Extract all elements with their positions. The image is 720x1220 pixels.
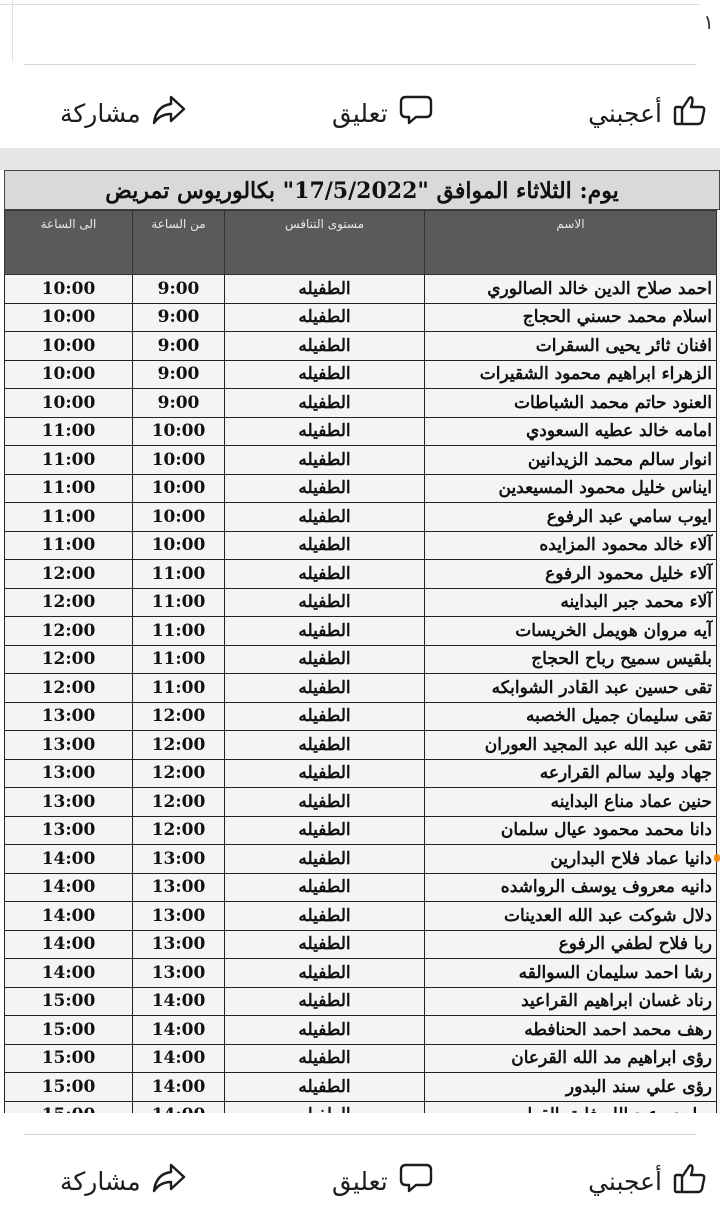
from-time-cell: 13:00: [133, 845, 225, 874]
level-cell: الطفيله: [225, 417, 425, 446]
from-time-cell: 10:00: [133, 474, 225, 503]
level-cell: الطفيله: [225, 474, 425, 503]
to-time-cell: 13:00: [5, 702, 133, 731]
level-cell: الطفيله: [225, 702, 425, 731]
from-time-cell: 10:00: [133, 417, 225, 446]
student-name-cell: رهف محمد احمد الحنافطه: [425, 1016, 717, 1045]
level-cell: الطفيله: [225, 674, 425, 703]
student-name-cell: آيه مروان هويمل الخريسات: [425, 617, 717, 646]
comment-label: تعليق: [332, 98, 388, 128]
to-time-cell: 15:00: [5, 987, 133, 1016]
like-button-bottom[interactable]: [588, 1160, 708, 1202]
table-row: [5, 417, 717, 446]
table-row: [5, 332, 717, 361]
level-cell: الطفيله: [225, 645, 425, 674]
from-time-cell: 10:00: [133, 503, 225, 532]
to-time-cell: 12:00: [5, 617, 133, 646]
from-time-cell: 13:00: [133, 930, 225, 959]
to-time-cell: 14:00: [5, 959, 133, 988]
share-label: مشاركة: [60, 98, 141, 128]
to-time-cell: 15:00: [5, 1044, 133, 1073]
level-cell: الطفيله: [225, 617, 425, 646]
student-name-cell: رناد غسان ابراهيم القراعيد: [425, 987, 717, 1016]
to-time-cell: 11:00: [5, 503, 133, 532]
from-time-cell: 9:00: [133, 332, 225, 361]
student-name-cell: تقى عبد الله عبد المجيد العوران: [425, 731, 717, 760]
level-cell: الطفيله: [225, 873, 425, 902]
level-cell: الطفيله: [225, 560, 425, 589]
table-row: [5, 987, 717, 1016]
top-action-bar: [0, 66, 720, 150]
to-time-cell: 13:00: [5, 759, 133, 788]
student-name-cell: بلقيس سميح رباح الحجاج: [425, 645, 717, 674]
table-row: [5, 389, 717, 418]
level-cell: الطفيله: [225, 389, 425, 418]
table-header-row: [5, 211, 717, 275]
like-icon: [672, 92, 708, 134]
level-cell: الطفيله: [225, 275, 425, 304]
schedule-table: [4, 210, 717, 1130]
student-name-cell: الزهراء ابراهيم محمود الشقيرات: [425, 360, 717, 389]
to-time-cell: 11:00: [5, 417, 133, 446]
student-name-cell: دانيا عماد فلاح البدارين: [425, 845, 717, 874]
header-from: من الساعة: [133, 211, 225, 275]
exam-schedule-sheet[interactable]: [4, 170, 720, 1113]
from-time-cell: 14:00: [133, 1016, 225, 1045]
student-name-cell: آلاء خليل محمود الرفوع: [425, 560, 717, 589]
page-number: ١: [703, 10, 714, 34]
student-name-cell: دانيه معروف يوسف الرواشده: [425, 873, 717, 902]
level-cell: الطفيله: [225, 588, 425, 617]
from-time-cell: 13:00: [133, 902, 225, 931]
to-time-cell: 10:00: [5, 303, 133, 332]
level-cell: الطفيله: [225, 360, 425, 389]
table-row: [5, 446, 717, 475]
left-border-line: [12, 0, 13, 62]
student-name-cell: دانا محمد محمود عيال سلمان: [425, 816, 717, 845]
level-cell: الطفيله: [225, 332, 425, 361]
student-name-cell: امامه خالد عطيه السعودي: [425, 417, 717, 446]
student-name-cell: رشا احمد سليمان السوالقه: [425, 959, 717, 988]
from-time-cell: 12:00: [133, 731, 225, 760]
from-time-cell: 11:00: [133, 560, 225, 589]
level-cell: الطفيله: [225, 759, 425, 788]
to-time-cell: 10:00: [5, 360, 133, 389]
table-row: [5, 702, 717, 731]
level-cell: الطفيله: [225, 531, 425, 560]
from-time-cell: 12:00: [133, 816, 225, 845]
from-time-cell: 10:00: [133, 531, 225, 560]
top-divider: [0, 4, 700, 5]
student-name-cell: آلاء خالد محمود المزايده: [425, 531, 717, 560]
table-row: [5, 845, 717, 874]
action-bar-bottom-divider: [24, 1134, 696, 1135]
table-row: [5, 617, 717, 646]
student-name-cell: ايوب سامي عبد الرفوع: [425, 503, 717, 532]
table-row: [5, 503, 717, 532]
scroll-indicator-dot: [714, 854, 720, 862]
from-time-cell: 11:00: [133, 617, 225, 646]
student-name-cell: ايناس خليل محمود المسيعدين: [425, 474, 717, 503]
comment-bubble-icon: [398, 1160, 434, 1202]
comment-bubble-icon: [398, 92, 434, 134]
from-time-cell: 12:00: [133, 702, 225, 731]
level-cell: الطفيله: [225, 845, 425, 874]
to-time-cell: 12:00: [5, 645, 133, 674]
student-name-cell: اسلام محمد حسني الحجاج: [425, 303, 717, 332]
student-name-cell: انوار سالم محمد الزيدانين: [425, 446, 717, 475]
to-time-cell: 11:00: [5, 446, 133, 475]
comment-label: تعليق: [332, 1166, 388, 1196]
action-bar-top-divider: [24, 64, 696, 65]
level-cell: الطفيله: [225, 987, 425, 1016]
level-cell: الطفيله: [225, 1016, 425, 1045]
level-cell: الطفيله: [225, 930, 425, 959]
to-time-cell: 10:00: [5, 332, 133, 361]
table-row: [5, 1044, 717, 1073]
header-name: الاسم: [425, 211, 717, 275]
table-row: [5, 474, 717, 503]
comment-button[interactable]: [332, 92, 434, 134]
table-row: [5, 275, 717, 304]
table-row: [5, 959, 717, 988]
student-name-cell: افنان ثائر يحيى السقرات: [425, 332, 717, 361]
table-row: [5, 560, 717, 589]
from-time-cell: 14:00: [133, 987, 225, 1016]
to-time-cell: 11:00: [5, 531, 133, 560]
to-time-cell: 12:00: [5, 674, 133, 703]
like-label: أعجبني: [588, 1166, 662, 1196]
level-cell: الطفيله: [225, 959, 425, 988]
from-time-cell: 13:00: [133, 959, 225, 988]
from-time-cell: 9:00: [133, 360, 225, 389]
table-row: [5, 588, 717, 617]
share-arrow-icon: [151, 1160, 187, 1202]
student-name-cell: جهاد وليد سالم القرارعه: [425, 759, 717, 788]
to-time-cell: 15:00: [5, 1016, 133, 1045]
student-name-cell: رؤى ابراهيم مد الله القرعان: [425, 1044, 717, 1073]
table-row: [5, 674, 717, 703]
to-time-cell: 14:00: [5, 873, 133, 902]
table-row: [5, 1073, 717, 1102]
level-cell: الطفيله: [225, 303, 425, 332]
from-time-cell: 9:00: [133, 275, 225, 304]
level-cell: الطفيله: [225, 1044, 425, 1073]
share-label: مشاركة: [60, 1166, 141, 1196]
from-time-cell: 14:00: [133, 1073, 225, 1102]
level-cell: الطفيله: [225, 788, 425, 817]
level-cell: الطفيله: [225, 902, 425, 931]
to-time-cell: 12:00: [5, 588, 133, 617]
table-body: [5, 275, 717, 1130]
to-time-cell: 15:00: [5, 1073, 133, 1102]
to-time-cell: 10:00: [5, 275, 133, 304]
student-name-cell: ربا فلاح لطفي الرفوع: [425, 930, 717, 959]
student-name-cell: آلاء محمد جبر البداينه: [425, 588, 717, 617]
level-cell: الطفيله: [225, 446, 425, 475]
student-name-cell: دلال شوكت عبد الله العدينات: [425, 902, 717, 931]
table-row: [5, 645, 717, 674]
from-time-cell: 12:00: [133, 759, 225, 788]
table-row: [5, 816, 717, 845]
header-to: الى الساعة: [5, 211, 133, 275]
student-name-cell: تقى حسين عبد القادر الشوابكه: [425, 674, 717, 703]
to-time-cell: 13:00: [5, 731, 133, 760]
table-row: [5, 759, 717, 788]
table-row: [5, 930, 717, 959]
schedule-title: يوم: الثلاثاء الموافق "17/5/2022" بكالوريوس تمريض: [4, 170, 720, 210]
student-name-cell: تقى سليمان جميل الخصبه: [425, 702, 717, 731]
table-row: [5, 902, 717, 931]
table-row: [5, 731, 717, 760]
like-label: أعجبني: [588, 98, 662, 128]
level-cell: الطفيله: [225, 503, 425, 532]
to-time-cell: 10:00: [5, 389, 133, 418]
student-name-cell: رؤى علي سند البدور: [425, 1073, 717, 1102]
student-name-cell: احمد صلاح الدين خالد الصالوري: [425, 275, 717, 304]
from-time-cell: 11:00: [133, 645, 225, 674]
to-time-cell: 14:00: [5, 845, 133, 874]
to-time-cell: 12:00: [5, 560, 133, 589]
share-button[interactable]: [60, 92, 187, 134]
level-cell: الطفيله: [225, 1073, 425, 1102]
from-time-cell: 12:00: [133, 788, 225, 817]
header-level: مستوى التنافس: [225, 211, 425, 275]
share-button-bottom[interactable]: [60, 1160, 187, 1202]
from-time-cell: 11:00: [133, 674, 225, 703]
level-cell: الطفيله: [225, 816, 425, 845]
table-row: [5, 1016, 717, 1045]
from-time-cell: 9:00: [133, 303, 225, 332]
level-cell: الطفيله: [225, 731, 425, 760]
from-time-cell: 11:00: [133, 588, 225, 617]
table-row: [5, 531, 717, 560]
to-time-cell: 13:00: [5, 816, 133, 845]
from-time-cell: 10:00: [133, 446, 225, 475]
bottom-action-bar: [0, 1136, 720, 1220]
like-icon: [672, 1160, 708, 1202]
to-time-cell: 14:00: [5, 902, 133, 931]
student-name-cell: العنود حاتم محمد الشباطات: [425, 389, 717, 418]
previous-post-strip: [0, 0, 720, 62]
table-row: [5, 873, 717, 902]
comment-button-bottom[interactable]: [332, 1160, 434, 1202]
to-time-cell: 13:00: [5, 788, 133, 817]
to-time-cell: 11:00: [5, 474, 133, 503]
table-row: [5, 360, 717, 389]
from-time-cell: 14:00: [133, 1044, 225, 1073]
to-time-cell: 14:00: [5, 930, 133, 959]
share-arrow-icon: [151, 92, 187, 134]
like-button[interactable]: [588, 92, 708, 134]
from-time-cell: 13:00: [133, 873, 225, 902]
table-row: [5, 788, 717, 817]
student-name-cell: حنين عماد مناع البداينه: [425, 788, 717, 817]
post-separator-band: [0, 148, 720, 170]
from-time-cell: 9:00: [133, 389, 225, 418]
table-row: [5, 303, 717, 332]
